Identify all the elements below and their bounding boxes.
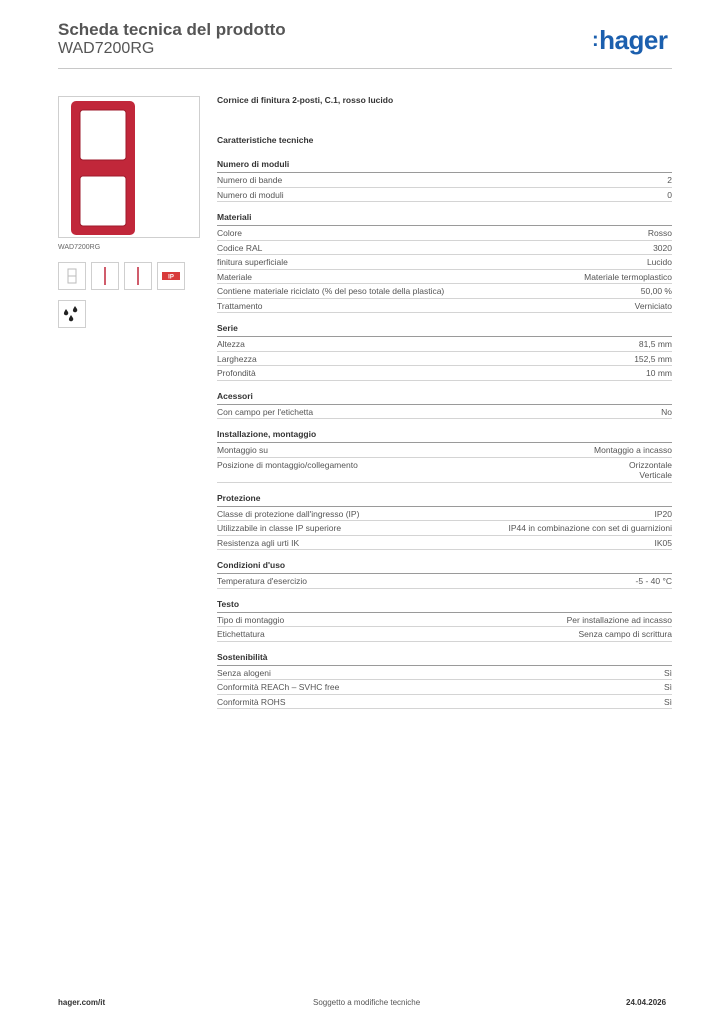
spec-value — [509, 523, 673, 534]
page-title: Scheda tecnica del prodotto — [58, 20, 286, 39]
spec-value-line: Montaggio a incasso — [594, 445, 672, 455]
product-description: Cornice di finitura 2-posti, C.1, rosso lucido — [217, 95, 394, 105]
spec-value-line: 3020 — [653, 242, 672, 253]
spec-row — [217, 458, 672, 483]
spec-value — [664, 668, 672, 679]
frame-2-posti-icon — [59, 97, 199, 237]
product-image — [58, 96, 200, 238]
spec-label: Colore — [217, 228, 243, 238]
spec-row — [217, 627, 672, 642]
spec-value — [629, 460, 672, 481]
spec-value — [655, 538, 673, 549]
ip-rating-icon — [157, 262, 185, 290]
spec-value-line: Sì — [663, 696, 672, 707]
spec-label: Codice RAL — [217, 242, 263, 253]
section-title: Installazione, montaggio — [217, 429, 672, 443]
section-title: Materiali — [217, 212, 672, 226]
spec-value-line: 152,5 mm — [634, 353, 672, 364]
spec-label: Trattamento — [217, 300, 263, 311]
spec-section — [217, 212, 672, 313]
spec-value-line: Rosso — [647, 228, 672, 238]
spec-section — [217, 493, 672, 551]
spec-value-line: Materiale termoplastico — [584, 271, 672, 282]
footer-note: Soggetto a modifiche tecniche — [313, 998, 421, 1007]
spec-label: Conformità REACh – SVHC free — [217, 682, 340, 692]
footer-date: 24.04.2026 — [626, 998, 667, 1007]
spec-section — [217, 323, 672, 381]
spec-row — [217, 443, 672, 458]
spec-label: Posizione di montaggio/collegamento — [217, 459, 358, 470]
spec-value — [635, 301, 672, 312]
spec-value-line: Orizzontale — [629, 459, 672, 470]
spec-row — [217, 173, 672, 188]
spec-value-line: 81,5 mm — [638, 339, 672, 349]
spec-section — [217, 429, 672, 483]
spec-value-line: Per installazione ad incasso — [566, 614, 672, 625]
spec-row — [217, 299, 672, 314]
logo-mark-icon: : — [592, 29, 599, 51]
spec-label: Profondità — [217, 368, 256, 378]
module-outline-icon — [58, 262, 86, 290]
section-title: Sostenibilità — [217, 652, 672, 666]
water-drops-icon — [58, 300, 86, 328]
spec-value-line: IK05 — [654, 537, 672, 548]
product-icons — [58, 262, 185, 290]
logo-text: hager — [599, 25, 668, 55]
spec-value — [661, 407, 672, 418]
spec-row — [217, 226, 672, 241]
spec-label: Montaggio su — [217, 445, 269, 455]
spec-row — [217, 507, 672, 522]
section-title: Acessori — [217, 391, 672, 405]
section-title: Protezione — [217, 493, 672, 507]
section-title: Testo — [217, 599, 672, 613]
spec-row — [217, 695, 672, 710]
side-view-icon — [124, 262, 152, 290]
spec-section — [217, 560, 672, 589]
spec-row — [217, 666, 672, 681]
spec-row — [217, 366, 672, 381]
image-caption: WAD7200RG — [58, 244, 101, 251]
front-view-icon — [91, 262, 119, 290]
spec-label: Etichettatura — [217, 629, 265, 639]
spec-label: Numero di bande — [217, 175, 283, 185]
spec-section — [217, 391, 672, 420]
spec-value — [646, 368, 672, 379]
spec-value — [667, 190, 672, 201]
spec-value — [648, 228, 672, 239]
spec-value-line: 10 mm — [646, 368, 672, 378]
spec-section — [217, 652, 672, 710]
spec-value — [641, 286, 672, 297]
section-title: Condizioni d'uso — [217, 560, 672, 574]
spec-value-line: -5 - 40 °C — [635, 576, 672, 586]
spec-value-line: Verniciato — [634, 300, 672, 311]
spec-row — [217, 536, 672, 551]
hager-logo — [592, 27, 667, 53]
spec-label: Temperatura d'esercizio — [217, 576, 307, 586]
spec-row — [217, 405, 672, 420]
footer-website: hager.com/it — [58, 998, 106, 1007]
section-title: Numero di moduli — [217, 159, 672, 173]
spec-value — [664, 682, 672, 693]
spec-label: Utilizzabile in classe IP superiore — [217, 523, 342, 533]
spec-label: Larghezza — [217, 353, 257, 364]
spec-value-line: IP44 in combinazione con set di guarnizioni — [508, 523, 672, 533]
spec-value — [667, 175, 672, 186]
spec-section — [217, 159, 672, 202]
spec-row — [217, 521, 672, 536]
spec-row — [217, 241, 672, 256]
spec-value — [639, 339, 672, 350]
spec-value-line: Lucido — [646, 257, 672, 267]
spec-row — [217, 680, 672, 695]
spec-row — [217, 284, 672, 299]
spec-value-line: IP20 — [654, 508, 672, 519]
product-code: WAD7200RG — [58, 40, 155, 57]
spec-label: Materiale — [217, 271, 252, 282]
spec-row — [217, 352, 672, 367]
spec-label: Senza alogeni — [217, 667, 271, 678]
spec-label: Numero di moduli — [217, 189, 284, 200]
spec-value-line: 2 — [667, 175, 672, 185]
spec-label: Contiene materiale riciclato (% del peso totale della plastica) — [217, 286, 445, 296]
ip-badge-text: IP — [168, 274, 174, 281]
spec-value-line: 0 — [667, 189, 672, 200]
spec-sections — [217, 159, 672, 709]
header-divider — [58, 68, 672, 69]
spec-value — [594, 445, 672, 456]
spec-value-line: Sì — [663, 682, 672, 692]
spec-value — [653, 243, 672, 254]
spec-value-line: 50,00 % — [640, 286, 672, 296]
section-title: Serie — [217, 323, 672, 337]
spec-value-line: No — [661, 406, 672, 417]
spec-label: Conformità ROHS — [217, 696, 286, 707]
spec-value — [655, 509, 673, 520]
spec-label: Con campo per l'etichetta — [217, 406, 314, 417]
spec-value — [647, 257, 672, 268]
spec-value — [664, 697, 672, 708]
spec-label: Altezza — [217, 339, 245, 349]
spec-row — [217, 270, 672, 285]
spec-row — [217, 337, 672, 352]
spec-label: Resistenza agli urti IK — [217, 537, 300, 548]
spec-row — [217, 188, 672, 203]
spec-value — [584, 272, 672, 283]
spec-row — [217, 574, 672, 589]
spec-content — [217, 95, 672, 709]
spec-label: Tipo di montaggio — [217, 614, 285, 625]
spec-value-line: Verticale — [639, 470, 672, 480]
spec-section — [217, 599, 672, 642]
spec-label: finitura superficiale — [217, 257, 288, 267]
spec-row — [217, 613, 672, 628]
spec-value — [634, 354, 672, 365]
spec-value — [578, 629, 672, 640]
spec-value-line: Sì — [663, 667, 672, 678]
spec-value-line: Senza campo di scrittura — [578, 629, 672, 639]
spec-row — [217, 255, 672, 270]
spec-value — [636, 576, 672, 587]
characteristics-heading: Caratteristiche tecniche — [217, 135, 314, 145]
spec-value — [567, 615, 672, 626]
spec-label: Classe di protezione dall'ingresso (IP) — [217, 508, 360, 519]
